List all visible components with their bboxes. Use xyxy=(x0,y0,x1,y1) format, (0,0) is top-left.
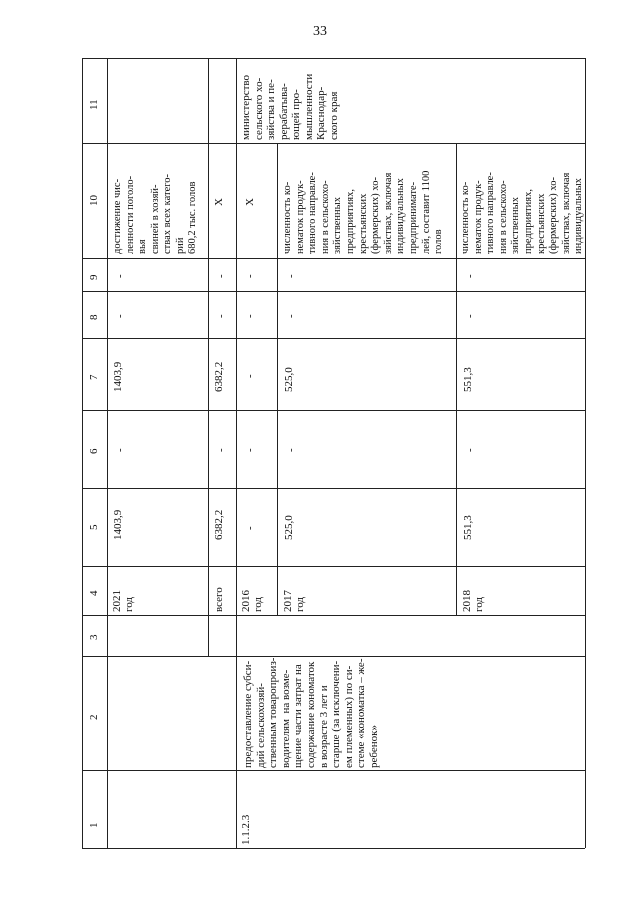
v2018-col5: 551,3 xyxy=(462,515,474,540)
value-col6: - xyxy=(114,448,126,452)
v2017-col5: 525,0 xyxy=(283,515,295,540)
col-header-7: 7 xyxy=(88,374,100,380)
col-header-2: 2 xyxy=(88,714,100,720)
total-col7: 6382,2 xyxy=(213,361,225,392)
border-line xyxy=(82,488,585,489)
border-line xyxy=(82,848,585,849)
value-col8: - xyxy=(114,314,126,318)
item-description: предоставление субси- дий сельскохозяй- ственным товаропроиз- водителям на возме- щение части затрат на содержание кономаток в возрасте 3 лет и старше (за исключени- ем племенных) по си- стеме «кономатка – же- ребенок» xyxy=(242,657,380,768)
v2016-col8: - xyxy=(244,314,256,318)
v2018-col8: - xyxy=(464,314,476,318)
border-line xyxy=(277,143,278,616)
border-line xyxy=(82,338,585,339)
year-2017: 2017 год xyxy=(282,590,306,612)
col-header-11: 11 xyxy=(88,99,100,110)
col-header-10: 10 xyxy=(88,195,100,206)
border-line xyxy=(82,143,585,144)
v2017-col6: - xyxy=(285,448,297,452)
total-col8: - xyxy=(215,314,227,318)
col-header-8: 8 xyxy=(88,314,100,320)
border-line xyxy=(236,58,237,848)
col-header-6: 6 xyxy=(88,448,100,454)
border-line xyxy=(208,58,209,656)
total-col5: 6382,2 xyxy=(213,509,225,540)
result-2021: достижение чис- ленности поголо- вья свиней в хозяй- ствах всех катего- рий 680,2 тыс. голов xyxy=(112,173,198,254)
v2017-col7: 525,0 xyxy=(283,367,295,392)
v2017-col9: - xyxy=(285,274,297,278)
year-2021: 2021 год xyxy=(111,590,135,612)
executor: министерство сельского хо- зяйства и пе- рерабатыва- ющей про- мышленности Краснодар- ского края xyxy=(240,73,340,140)
border-line xyxy=(82,291,585,292)
border-line xyxy=(82,770,585,771)
col-header-9: 9 xyxy=(88,274,100,280)
col-header-5: 5 xyxy=(88,524,100,530)
v2018-col7: 551,3 xyxy=(462,367,474,392)
item-number: 1.1.2.3 xyxy=(240,814,252,845)
v2016-col5: - xyxy=(244,526,256,530)
value-col9: - xyxy=(114,274,126,278)
value-col5: 1403,9 xyxy=(112,509,124,540)
col-header-1: 1 xyxy=(88,822,100,828)
border-line xyxy=(107,58,108,848)
v2018-col9: - xyxy=(464,274,476,278)
v2017-col8: - xyxy=(285,314,297,318)
year-2018: 2018 год xyxy=(461,590,485,612)
col-header-4: 4 xyxy=(88,590,100,596)
v2016-col7: - xyxy=(244,374,256,378)
border-line xyxy=(82,258,585,259)
result-2018: численность ко- нематок продук- тивного направле- ния в сельскохо- зяйственных предприятиях, крестьянских (фермерских) хо- зяйствах, включая индивидуальных xyxy=(460,172,585,254)
border-line xyxy=(82,615,585,616)
total-result: Х xyxy=(213,198,225,206)
total-col9: - xyxy=(215,274,227,278)
v2016-col9: - xyxy=(244,274,256,278)
border-line xyxy=(82,566,585,567)
year-2016: 2016 год xyxy=(240,590,264,612)
v2018-col6: - xyxy=(464,448,476,452)
border-line xyxy=(82,58,585,59)
total-label: всего xyxy=(213,587,225,612)
total-col6: - xyxy=(215,448,227,452)
result-2016: Х xyxy=(244,198,256,206)
col-header-3: 3 xyxy=(88,634,100,640)
v2016-col6: - xyxy=(244,448,256,452)
border-line xyxy=(82,58,83,848)
border-line xyxy=(82,410,585,411)
border-line xyxy=(456,143,457,616)
page-number: 33 xyxy=(313,24,327,39)
result-2017: численность ко- нематок продук- тивного направле- ния в сельскохо- зяйственных предприятиях, крестьянских (фермерских) хо- зяйствах, включая индивидуальных предпринимате- лей, составит 1100 голов xyxy=(282,170,445,254)
value-col7: 1403,9 xyxy=(112,361,124,392)
